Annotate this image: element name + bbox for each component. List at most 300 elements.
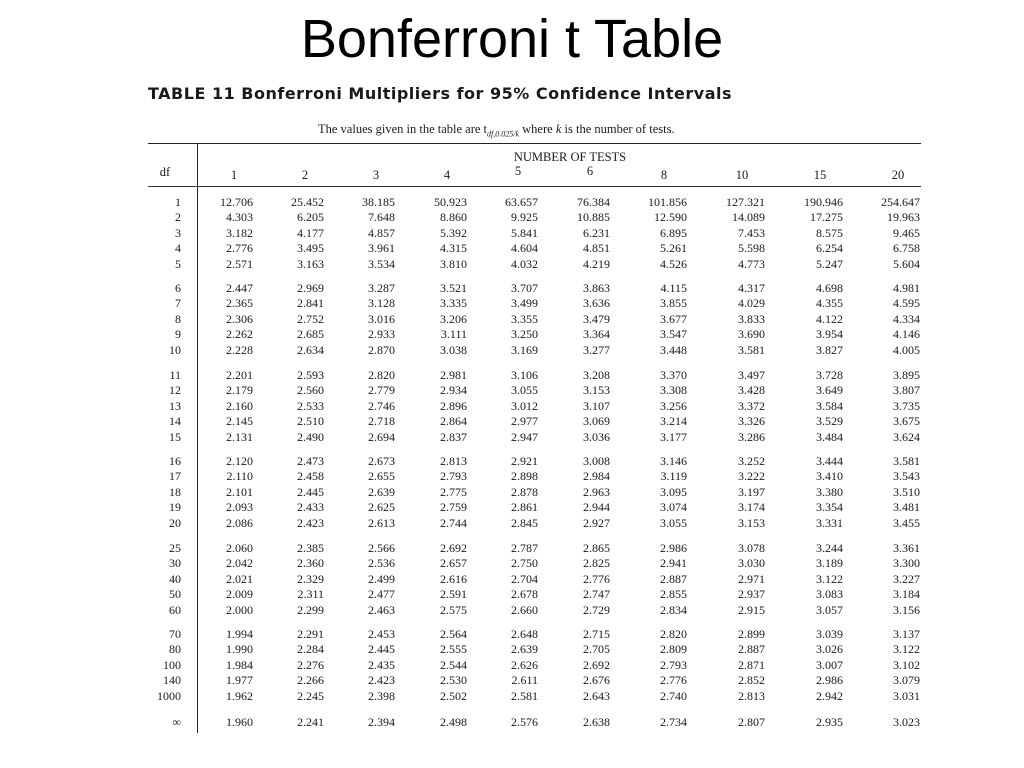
- table-cell: 3.055: [660, 515, 687, 530]
- table-cell: 4.303: [226, 210, 253, 225]
- table-cell: 38.185: [362, 195, 395, 209]
- table-cell: 2.837: [440, 429, 467, 444]
- table-cell: 9.465: [893, 225, 920, 240]
- table-cell: 4.334: [893, 311, 920, 326]
- table-cell: 2.423: [368, 673, 395, 688]
- column-header-20: 20: [891, 168, 905, 182]
- table-cell: 3.102: [893, 657, 920, 672]
- table-cell: 2.458: [297, 469, 324, 484]
- df-cell: 4: [175, 241, 181, 256]
- df-cell: 80: [169, 642, 181, 657]
- table-cell: 2.639: [511, 642, 538, 657]
- table-cell: 7.648: [368, 210, 395, 225]
- table-cell: 2.445: [368, 642, 395, 657]
- table-cell: 3.069: [583, 414, 610, 429]
- table-cell: 3.547: [660, 327, 687, 342]
- table-cell: 3.521: [440, 281, 467, 295]
- table-cell: 2.870: [368, 342, 395, 357]
- table-cell: 2.779: [368, 383, 395, 398]
- table-cell: 3.581: [893, 454, 920, 468]
- table-cell: 1.984: [226, 657, 253, 672]
- column-header-15: 15: [813, 168, 827, 182]
- table-cell: 50.923: [434, 195, 467, 209]
- table-cell: 3.735: [893, 398, 920, 413]
- table-cell: 4.029: [738, 296, 765, 311]
- table-top-rule: [148, 143, 921, 144]
- table-cell: 3.326: [738, 414, 765, 429]
- df-cell: 11: [169, 368, 181, 382]
- df-cell: 3: [175, 225, 181, 240]
- table-cell: 3.361: [893, 541, 920, 555]
- table-cell: 2.775: [440, 484, 467, 499]
- table-cell: 3.584: [816, 398, 843, 413]
- table-cell: 3.079: [893, 673, 920, 688]
- table-cell: 2.626: [511, 657, 538, 672]
- table-cell: 3.197: [738, 484, 765, 499]
- table-cell: 2.086: [226, 515, 253, 530]
- table-cell: 4.857: [368, 225, 395, 240]
- table-cell: 2.262: [226, 327, 253, 342]
- table-cell: 3.016: [368, 311, 395, 326]
- table-cell: 3.031: [893, 688, 920, 703]
- table-cell: 2.694: [368, 429, 395, 444]
- number-of-tests-label: NUMBER OF TESTS: [513, 150, 627, 164]
- df-cell: 20: [169, 515, 181, 530]
- table-cell: 3.636: [583, 296, 610, 311]
- table-cell: 4.315: [440, 241, 467, 256]
- table-cell: 3.146: [660, 454, 687, 468]
- table-cell: 2.977: [511, 414, 538, 429]
- df-cell: 6: [175, 281, 181, 295]
- table-cell: 2.179: [226, 383, 253, 398]
- table-cell: 2.776: [660, 673, 687, 688]
- table-cell: 6.254: [816, 241, 843, 256]
- table-cell: 3.529: [816, 414, 843, 429]
- table-cell: 3.074: [660, 500, 687, 515]
- table-cell: 3.128: [368, 296, 395, 311]
- table-cell: 2.807: [738, 715, 765, 729]
- table-caption: TABLE 11 Bonferroni Multipliers for 95% Confidence Intervals: [148, 84, 732, 103]
- table-cell: 12.706: [220, 195, 253, 209]
- table-cell: 4.595: [893, 296, 920, 311]
- table-cell: 3.122: [893, 642, 920, 657]
- table-cell: 2.752: [297, 311, 324, 326]
- table-cell: 3.479: [583, 311, 610, 326]
- table-cell: 3.095: [660, 484, 687, 499]
- table-cell: 2.284: [297, 642, 324, 657]
- table-cell: 2.160: [226, 398, 253, 413]
- table-cell: 4.526: [660, 256, 687, 271]
- table-cell: 2.986: [816, 673, 843, 688]
- table-cell: 3.036: [583, 429, 610, 444]
- table-cell: 3.007: [816, 657, 843, 672]
- table-cell: 3.354: [816, 500, 843, 515]
- table-cell: 3.827: [816, 342, 843, 357]
- table-cell: 2.566: [368, 541, 395, 555]
- table-cell: 2.971: [738, 571, 765, 586]
- df-cell: 14: [169, 414, 181, 429]
- table-cell: 2.915: [738, 602, 765, 617]
- table-cell: 2.311: [297, 587, 324, 602]
- table-cell: 2.969: [297, 281, 324, 295]
- table-cell: 2.042: [226, 556, 253, 571]
- table-cell: 2.793: [440, 469, 467, 484]
- table-cell: 17.275: [810, 210, 843, 225]
- table-cell: 2.575: [440, 602, 467, 617]
- table-cell: 3.244: [816, 541, 843, 555]
- table-cell: 3.026: [816, 642, 843, 657]
- table-cell: 2.445: [297, 484, 324, 499]
- table-cell: 3.428: [738, 383, 765, 398]
- table-cell: 3.863: [583, 281, 610, 295]
- df-cell: 25: [169, 541, 181, 555]
- table-cell: 8.575: [816, 225, 843, 240]
- table-cell: 2.110: [226, 469, 253, 484]
- table-cell: 2.611: [511, 673, 538, 688]
- table-cell: 4.115: [660, 281, 687, 295]
- table-cell: 3.372: [738, 398, 765, 413]
- table-cell: 3.286: [738, 429, 765, 444]
- table-cell: 2.131: [226, 429, 253, 444]
- table-cell: 2.937: [738, 587, 765, 602]
- column-header-6: 6: [586, 164, 594, 178]
- table-cell: 2.729: [583, 602, 610, 617]
- table-cell: 2.692: [440, 541, 467, 555]
- table-cell: 2.435: [368, 657, 395, 672]
- table-cell: 6.231: [583, 225, 610, 240]
- table-cell: 2.935: [816, 715, 843, 729]
- table-cell: 101.856: [648, 195, 687, 209]
- table-cell: 4.355: [816, 296, 843, 311]
- column-header-4: 4: [443, 168, 451, 182]
- table-cell: 5.392: [440, 225, 467, 240]
- table-cell: 2.776: [583, 571, 610, 586]
- df-cell: 7: [175, 296, 181, 311]
- table-cell: 2.616: [440, 571, 467, 586]
- table-cell: 3.030: [738, 556, 765, 571]
- df-cell: 30: [169, 556, 181, 571]
- table-cell: 4.177: [297, 225, 324, 240]
- table-cell: 2.673: [368, 454, 395, 468]
- table-cell: 3.335: [440, 296, 467, 311]
- table-cell: 4.317: [738, 281, 765, 295]
- df-cell: 18: [169, 484, 181, 499]
- table-cell: 2.865: [583, 541, 610, 555]
- table-cell: 2.834: [660, 602, 687, 617]
- table-cell: 3.444: [816, 454, 843, 468]
- table-cell: 3.250: [511, 327, 538, 342]
- table-cell: 3.707: [511, 281, 538, 295]
- table-cell: 2.245: [297, 688, 324, 703]
- table-cell: 2.660: [511, 602, 538, 617]
- table-cell: 2.145: [226, 414, 253, 429]
- table-cell: 6.758: [893, 241, 920, 256]
- df-cell: 50: [169, 587, 181, 602]
- table-cell: 6.895: [660, 225, 687, 240]
- table-cell: 2.718: [368, 414, 395, 429]
- table-cell: 2.984: [583, 469, 610, 484]
- table-cell: 2.692: [583, 657, 610, 672]
- table-cell: 2.845: [511, 515, 538, 530]
- table-cell: 2.841: [297, 296, 324, 311]
- table-cell: 3.106: [511, 368, 538, 382]
- table-cell: 3.481: [893, 500, 920, 515]
- table-cell: 2.477: [368, 587, 395, 602]
- table-cell: 3.624: [893, 429, 920, 444]
- note-prefix: The values given in the table are t: [318, 122, 488, 136]
- table-cell: 3.169: [511, 342, 538, 357]
- table-cell: 5.598: [738, 241, 765, 256]
- df-column-header: df: [159, 165, 171, 179]
- table-cell: 2.625: [368, 500, 395, 515]
- table-cell: 2.398: [368, 688, 395, 703]
- df-cell: ∞: [172, 715, 181, 729]
- table-cell: 3.023: [893, 715, 920, 729]
- table-cell: 3.510: [893, 484, 920, 499]
- df-cell: 1: [175, 195, 181, 209]
- table-cell: 2.825: [583, 556, 610, 571]
- table-cell: 2.809: [660, 642, 687, 657]
- table-cell: 2.898: [511, 469, 538, 484]
- table-cell: 6.205: [297, 210, 324, 225]
- table-cell: 2.536: [368, 556, 395, 571]
- table-cell: 2.813: [738, 688, 765, 703]
- column-header-3: 3: [372, 168, 380, 182]
- table-cell: 2.934: [440, 383, 467, 398]
- table-cell: 2.593: [297, 368, 324, 382]
- column-header-2: 2: [301, 168, 309, 182]
- table-cell: 2.744: [440, 515, 467, 530]
- table-cell: 2.093: [226, 500, 253, 515]
- table-cell: 127.321: [726, 195, 765, 209]
- table-cell: 2.813: [440, 454, 467, 468]
- table-cell: 4.032: [511, 256, 538, 271]
- table-cell: 14.089: [732, 210, 765, 225]
- table-cell: 2.933: [368, 327, 395, 342]
- table-cell: 3.163: [297, 256, 324, 271]
- table-cell: 12.590: [654, 210, 687, 225]
- table-cell: 3.252: [738, 454, 765, 468]
- table-cell: 2.787: [511, 541, 538, 555]
- table-cell: 4.122: [816, 311, 843, 326]
- table-cell: 1.977: [226, 673, 253, 688]
- table-cell: 2.266: [297, 673, 324, 688]
- table-cell: 2.021: [226, 571, 253, 586]
- table-cell: 3.410: [816, 469, 843, 484]
- table-cell: 3.012: [511, 398, 538, 413]
- table-cell: 3.184: [893, 587, 920, 602]
- table-cell: 2.101: [226, 484, 253, 499]
- table-cell: 254.647: [881, 195, 920, 209]
- table-cell: 3.008: [583, 454, 610, 468]
- table-cell: 1.994: [226, 627, 253, 641]
- table-cell: 4.219: [583, 256, 610, 271]
- table-cell: 2.896: [440, 398, 467, 413]
- table-cell: 3.156: [893, 602, 920, 617]
- df-cell: 100: [163, 657, 181, 672]
- table-cell: 2.120: [226, 454, 253, 468]
- df-cell: 140: [163, 673, 181, 688]
- slide-title: Bonferroni t Table: [300, 9, 724, 69]
- table-cell: 3.055: [511, 383, 538, 398]
- table-cell: 2.793: [660, 657, 687, 672]
- table-cell: 3.895: [893, 368, 920, 382]
- table-cell: 3.206: [440, 311, 467, 326]
- table-cell: 2.678: [511, 587, 538, 602]
- table-cell: 4.773: [738, 256, 765, 271]
- table-cell: 2.276: [297, 657, 324, 672]
- table-cell: 5.247: [816, 256, 843, 271]
- table-cell: 2.490: [297, 429, 324, 444]
- note-suffix: is the number of tests.: [561, 122, 675, 136]
- table-cell: 2.887: [738, 642, 765, 657]
- table-cell: 2.704: [511, 571, 538, 586]
- table-cell: 2.878: [511, 484, 538, 499]
- table-cell: 4.698: [816, 281, 843, 295]
- table-cell: 3.677: [660, 311, 687, 326]
- table-cell: 2.927: [583, 515, 610, 530]
- table-cell: 3.833: [738, 311, 765, 326]
- table-cell: 2.820: [368, 368, 395, 382]
- table-cell: 2.861: [511, 500, 538, 515]
- table-cell: 2.591: [440, 587, 467, 602]
- table-cell: 19.963: [887, 210, 920, 225]
- table-cell: 2.453: [368, 627, 395, 641]
- table-cell: 3.078: [738, 541, 765, 555]
- column-header-8: 8: [660, 168, 668, 182]
- table-cell: 2.685: [297, 327, 324, 342]
- table-cell: 3.256: [660, 398, 687, 413]
- table-cell: 3.083: [816, 587, 843, 602]
- table-cell: 3.174: [738, 500, 765, 515]
- table-cell: 2.576: [511, 715, 538, 729]
- table-cell: 2.385: [297, 541, 324, 555]
- table-cell: 2.329: [297, 571, 324, 586]
- table-cell: 2.638: [583, 715, 610, 729]
- table-cell: 2.871: [738, 657, 765, 672]
- table-cell: 3.137: [893, 627, 920, 641]
- table-cell: 2.299: [297, 602, 324, 617]
- table-cell: 2.855: [660, 587, 687, 602]
- df-cell: 8: [175, 311, 181, 326]
- table-cell: 4.851: [583, 241, 610, 256]
- note-middle: where: [519, 122, 556, 136]
- df-cell: 12: [169, 383, 181, 398]
- df-cell: 5: [175, 256, 181, 271]
- table-cell: 3.728: [816, 368, 843, 382]
- df-cell: 15: [169, 429, 181, 444]
- table-cell: 2.365: [226, 296, 253, 311]
- table-cell: 2.899: [738, 627, 765, 641]
- table-cell: 1.962: [226, 688, 253, 703]
- table-cell: 2.639: [368, 484, 395, 499]
- table-cell: 3.153: [738, 515, 765, 530]
- table-cell: 2.747: [583, 587, 610, 602]
- table-cell: 4.604: [511, 241, 538, 256]
- table-cell: 2.306: [226, 311, 253, 326]
- table-cell: 3.277: [583, 342, 610, 357]
- table-cell: 2.715: [583, 627, 610, 641]
- table-cell: 2.820: [660, 627, 687, 641]
- table-cell: 5.841: [511, 225, 538, 240]
- table-cell: 3.499: [511, 296, 538, 311]
- df-cell: 10: [169, 342, 181, 357]
- table-cell: 2.241: [297, 715, 324, 729]
- table-cell: 3.308: [660, 383, 687, 398]
- table-cell: 2.746: [368, 398, 395, 413]
- table-cell: 3.208: [583, 368, 610, 382]
- table-cell: 5.604: [893, 256, 920, 271]
- table-cell: 2.394: [368, 715, 395, 729]
- table-cell: 2.676: [583, 673, 610, 688]
- table-cell: 3.057: [816, 602, 843, 617]
- table-cell: 3.300: [893, 556, 920, 571]
- table-cell: 2.963: [583, 484, 610, 499]
- df-cell: 13: [169, 398, 181, 413]
- table-cell: 2.530: [440, 673, 467, 688]
- table-cell: 2.734: [660, 715, 687, 729]
- table-cell: 2.705: [583, 642, 610, 657]
- table-cell: 3.855: [660, 296, 687, 311]
- table-cell: 2.887: [660, 571, 687, 586]
- table-cell: 4.146: [893, 327, 920, 342]
- df-cell: 19: [169, 500, 181, 515]
- table-cell: 3.455: [893, 515, 920, 530]
- table-cell: 2.463: [368, 602, 395, 617]
- column-header-1: 1: [230, 168, 238, 182]
- table-cell: 2.510: [297, 414, 324, 429]
- table-cell: 4.005: [893, 342, 920, 357]
- table-cell: 2.555: [440, 642, 467, 657]
- table-cell: 2.009: [226, 587, 253, 602]
- table-cell: 10.885: [577, 210, 610, 225]
- table-cell: 2.433: [297, 500, 324, 515]
- table-cell: 63.657: [505, 195, 538, 209]
- table-cell: 2.655: [368, 469, 395, 484]
- table-cell: 3.961: [368, 241, 395, 256]
- table-cell: 5.261: [660, 241, 687, 256]
- table-cell: 2.657: [440, 556, 467, 571]
- table-cell: 2.944: [583, 500, 610, 515]
- table-cell: 3.364: [583, 327, 610, 342]
- table-cell: 3.448: [660, 342, 687, 357]
- table-cell: 3.122: [816, 571, 843, 586]
- table-cell: 2.473: [297, 454, 324, 468]
- table-cell: 1.960: [226, 715, 253, 729]
- table-cell: 2.228: [226, 342, 253, 357]
- table-cell: 3.649: [816, 383, 843, 398]
- table-cell: 7.453: [738, 225, 765, 240]
- table-cell: 2.000: [226, 602, 253, 617]
- table-cell: 3.355: [511, 311, 538, 326]
- table-cell: 2.360: [297, 556, 324, 571]
- df-cell: 16: [169, 454, 181, 468]
- df-cell: 40: [169, 571, 181, 586]
- column-header-10: 10: [735, 168, 749, 182]
- table-note: [318, 122, 675, 139]
- table-cell: 2.201: [226, 368, 253, 382]
- table-cell: 2.776: [226, 241, 253, 256]
- table-cell: 2.986: [660, 541, 687, 555]
- table-cell: 2.750: [511, 556, 538, 571]
- table-cell: 2.634: [297, 342, 324, 357]
- table-cell: 2.544: [440, 657, 467, 672]
- table-cell: 2.291: [297, 627, 324, 641]
- table-cell: 3.177: [660, 429, 687, 444]
- table-cell: 1.990: [226, 642, 253, 657]
- table-cell: 2.759: [440, 500, 467, 515]
- table-cell: 190.946: [804, 195, 843, 209]
